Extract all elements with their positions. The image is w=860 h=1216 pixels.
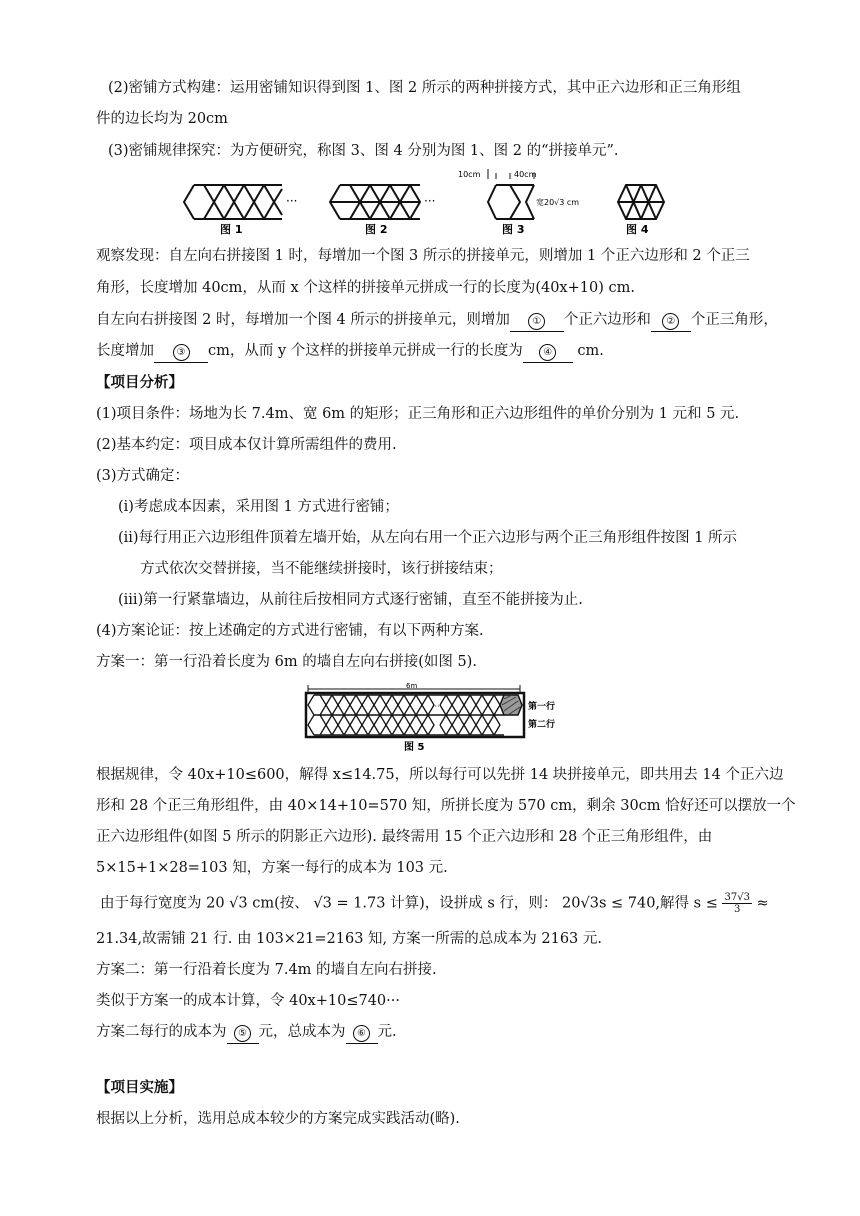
blank-5-marker: ⑤ xyxy=(234,1025,251,1042)
observe-line-4a: 长度增加 xyxy=(96,343,154,359)
blank-4-marker: ④ xyxy=(539,344,556,361)
implementation-heading: 【项目实施】 xyxy=(96,1080,183,1096)
figure-1-caption: 图 1 xyxy=(220,223,243,236)
construct-line-1: (2)密铺方式构建：运用密铺知识得到图 1、图 2 所示的两种拼接方式，其中正六边形和正三角形组 xyxy=(108,80,741,96)
figure-5 xyxy=(300,681,560,753)
analysis-p2: (2)基本约定：项目成本仅计算所需组件的费用. xyxy=(96,437,397,453)
plan2-line-3a: 方案二每行的成本为 xyxy=(96,1024,227,1040)
figure-1-ellipsis: ··· xyxy=(286,194,298,208)
fraction xyxy=(722,892,751,915)
observe-line-2: 角形，长度增加 40cm，从而 x 个这样的拼接单元拼成一行的长度为(40x+10) cm. xyxy=(96,280,635,296)
plan2-line-3c: 元. xyxy=(377,1024,397,1040)
observe-line-1: 观察发现：自左向右拼接图 1 时，每增加一个图 3 所示的拼接单元，则增加 1 个正六边形和 2 个正三 xyxy=(96,248,750,264)
plan2-line-3b: 元，总成本为 xyxy=(258,1024,346,1040)
plan1-line-6: 21.34,故需铺 21 行. 由 103×21=2163 知, 方案一所需的总成本为 2163 元. xyxy=(96,931,602,947)
figure-5-row-1: 第一行 xyxy=(528,702,556,712)
fraction-numerator: 37√3 xyxy=(724,892,750,903)
blank-2-marker: ② xyxy=(662,313,679,330)
observe-line-3c: 个正三角形， xyxy=(690,312,778,328)
analysis-p1: (1)项目条件：场地为长 7.4m、宽 6m 的矩形；正三角形和正六边形组件的单价分别为 1 元和 5 元. xyxy=(96,406,740,422)
plan1-line-5b: ≈ xyxy=(756,895,769,912)
plan2-line-2: 类似于方案一的成本计算，令 40x+10≤740··· xyxy=(96,993,400,1009)
plan1-line-5a: 由于每行宽度为 20 √3 cm(按、 √3 = 1.73 计算)，设拼成 s 行，则： 20√3s ≤ 740,解得 s ≤ xyxy=(100,895,718,912)
figure-4 xyxy=(618,185,664,219)
construct-line-2: 件的边长均为 20cm xyxy=(96,111,228,127)
observe-line-4c: cm. xyxy=(577,343,604,359)
plan2-line-1: 方案二：第一行沿着长度为 7.4m 的墙自左向右拼接. xyxy=(96,962,437,978)
figure-5-top-dim: 6m xyxy=(406,682,418,690)
plan1-title: 方案一：第一行沿着长度为 6m 的墙自左向右拼接(如图 5). xyxy=(96,654,477,670)
answer-blank-6[interactable] xyxy=(346,1021,378,1044)
figure-5-caption: 图 5 xyxy=(404,742,425,753)
analysis-heading: 【项目分析】 xyxy=(96,375,183,391)
figure-3-width: 宽20√3 cm xyxy=(536,198,580,207)
observe-line-3 xyxy=(96,309,778,332)
answer-blank-1[interactable] xyxy=(510,309,564,332)
plan1-line-5 xyxy=(100,892,769,915)
observe-line-3a: 自左向右拼接图 2 时，每增加一个图 4 所示的拼接单元，则增加 xyxy=(96,312,510,328)
figures-1-4 xyxy=(180,165,680,240)
shaded-hexagon xyxy=(500,695,522,715)
plan1-line-3: 正六边形组件(如图 5 所示的阴影正六边形). 最终需用 15 个正六边形和 28 个正三角形组件，由 xyxy=(96,829,713,845)
plan1-line-4: 5×15+1×28=103 知，方案一每行的成本为 103 元. xyxy=(96,860,448,876)
figure-3-caption: 图 3 xyxy=(502,223,525,236)
figure-2-ellipsis: ··· xyxy=(424,194,436,208)
blank-3-marker: ③ xyxy=(173,344,190,361)
fraction-denominator: 3 xyxy=(734,904,741,915)
observe-line-3b: 个正六边形和 xyxy=(563,312,651,328)
answer-blank-3[interactable] xyxy=(154,340,208,363)
figure-3-left-dim: 10cm xyxy=(458,170,481,179)
blank-1-marker: ① xyxy=(528,313,545,330)
observe-line-4 xyxy=(96,340,604,363)
analysis-p3i: (i)考虑成本因素，采用图 1 方式进行密铺； xyxy=(118,499,399,515)
observe-line-4b: cm，从而 y 个这样的拼接单元拼成一行的长度为 xyxy=(208,343,523,359)
analysis-p3: (3)方式确定： xyxy=(96,468,190,484)
figure-5-dots: ··· xyxy=(432,702,440,711)
blank-6-marker: ⑥ xyxy=(353,1025,370,1042)
answer-blank-4[interactable] xyxy=(523,340,573,363)
figure-3-top-dim: 40cm xyxy=(514,170,537,179)
answer-blank-2[interactable] xyxy=(651,309,691,332)
explore-line-1: (3)密铺规律探究：为方便研究，称图 3、图 4 分别为图 1、图 2 的“拼接单元”. xyxy=(108,143,619,159)
analysis-p4: (4)方案论证：按上述确定的方式进行密铺，有以下两种方案. xyxy=(96,623,484,639)
figure-4-caption: 图 4 xyxy=(626,223,649,236)
figure-1 xyxy=(184,185,282,219)
answer-blank-5[interactable] xyxy=(227,1021,259,1044)
plan1-line-1: 根据规律，令 40x+10≤600，解得 x≤14.75，所以每行可以先拼 14 块拼接单元，即共用去 14 个正六边 xyxy=(96,767,784,783)
analysis-p3ii-line-1: (ii)每行用正六边形组件顶着左墙开始，从左向右用一个正六边形与两个正三角形组件按图 1 所示 xyxy=(118,530,738,546)
figure-2 xyxy=(330,185,420,219)
implementation-p1: 根据以上分析，选用总成本较少的方案完成实践活动(略). xyxy=(96,1111,460,1127)
analysis-p3iii: (iii)第一行紧靠墙边，从前往后按相同方式逐行密铺，直至不能拼接为止. xyxy=(118,592,583,608)
analysis-p3ii-line-2: 方式依次交替拼接，当不能继续拼接时，该行拼接结束； xyxy=(140,561,503,577)
plan2-line-3 xyxy=(96,1021,397,1044)
figure-5-row-2: 第二行 xyxy=(528,720,556,730)
figure-2-caption: 图 2 xyxy=(365,223,388,236)
plan1-line-2: 形和 28 个正三角形组件，由 40×14+10=570 知，所拼长度为 570 cm，剩余 30cm 恰好还可以摆放一个 xyxy=(96,798,796,814)
